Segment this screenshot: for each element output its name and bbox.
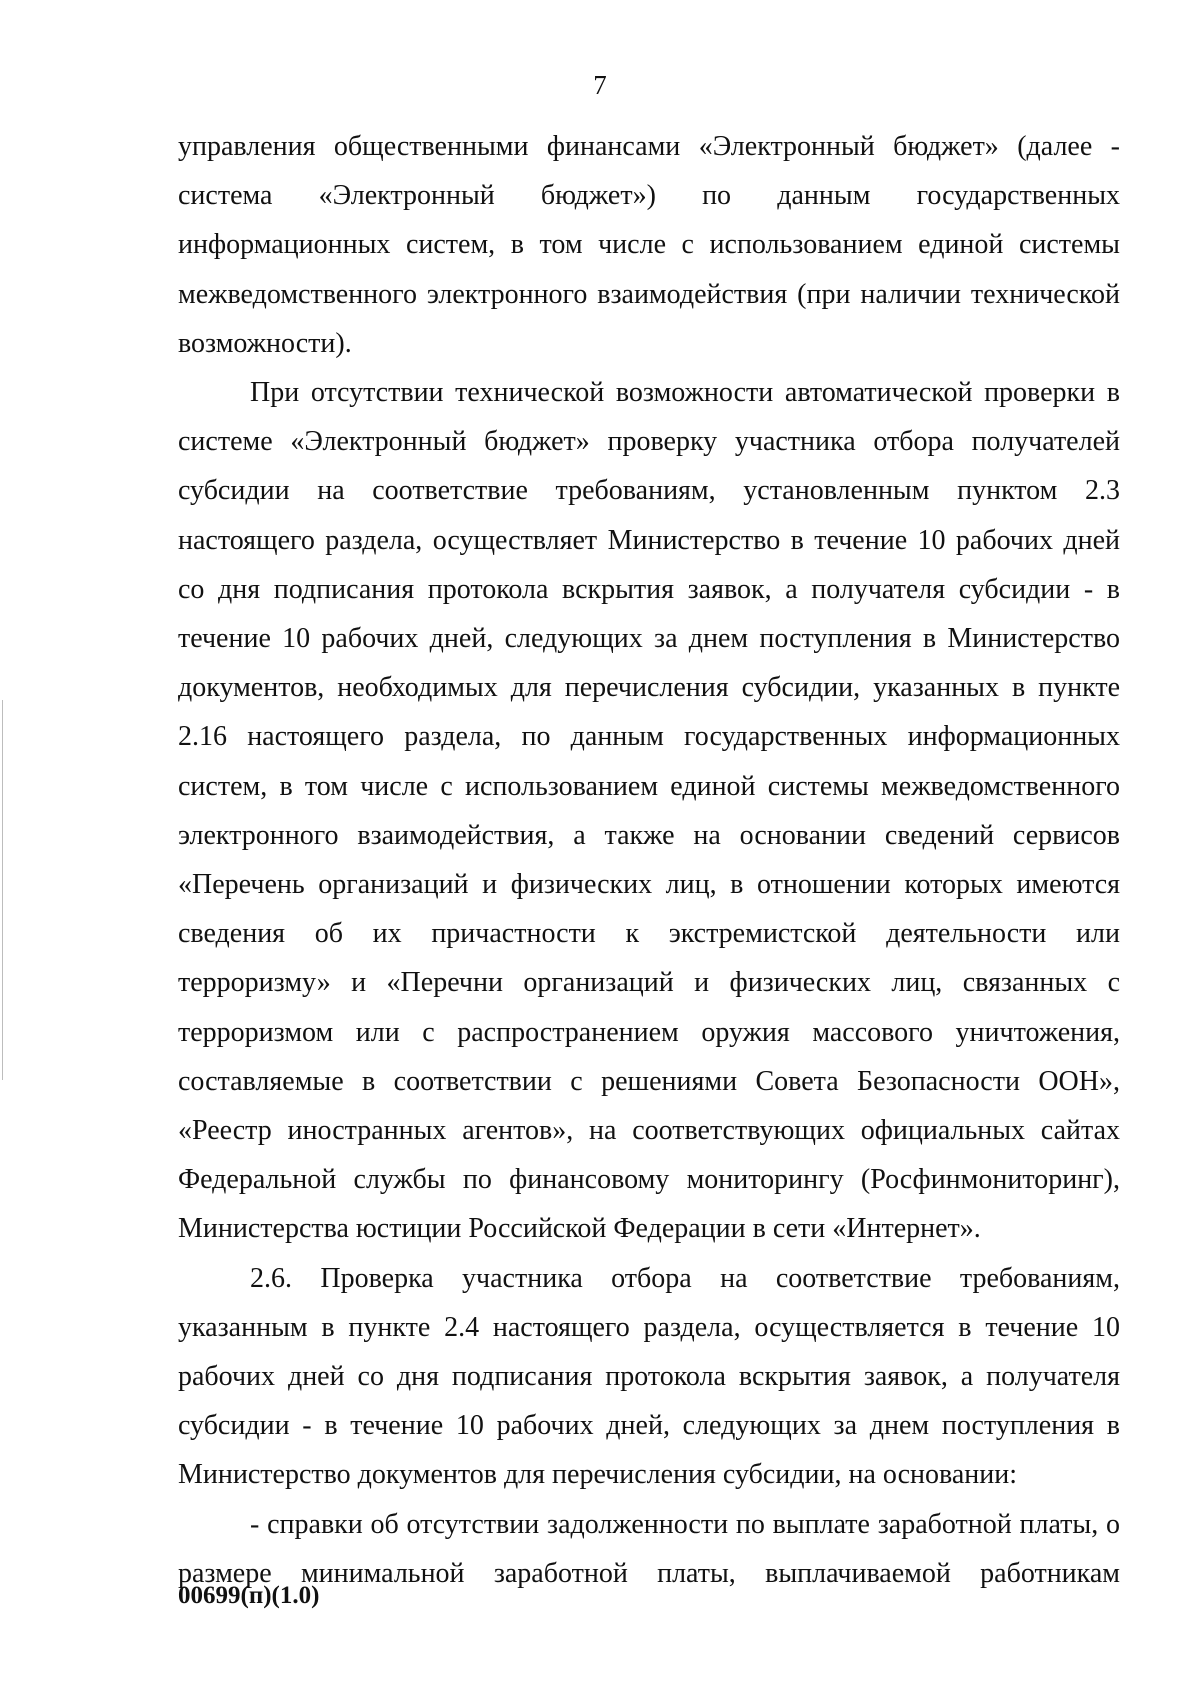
- page-number: 7: [593, 70, 607, 100]
- paragraph-salary-certificate: - справки об отсутствии задолженности по выплате заработной платы, о размере минимальной заработной платы, выплачиваемой работникам: [178, 1508, 1120, 1589]
- document-code: 00699(п)(1.0): [178, 1582, 320, 1609]
- paragraph-2-6: 2.6. Проверка участника отбора на соответствие требованиям, указанным в пункте 2.4 настоящего раздела, осуществляется в течение 10 рабочих дней со дня подписания протокола вскрытия заявок, а получателя субсидии - в течение 10 рабочих дней, следующих за днем поступления в Министерство документов для перечисления субсидии, на основании:: [178, 1262, 1120, 1491]
- paragraph-continuation: управления общественными финансами «Электронный бюджет» (далее - система «Электронный бюджет») по данным государственных информационных систем, в том числе с использованием единой системы межведомственного электронного взаимодействия (при наличии технической возможности).: [178, 131, 1120, 359]
- scan-edge-mark: [2, 700, 3, 1080]
- paragraph-automatic-check: При отсутствии технической возможности автоматической проверки в системе «Электронный бюджет» проверку участника отбора получателей субсидии на соответствие требованиям, установленным пунктом 2.3 настоящего раздела, осуществляет Министерство в течение 10 рабочих дней со дня подписания протокола вскрытия заявок, а получателя субсидии - в течение 10 рабочих дней, следующих за днем поступления в Министерство документов, необходимых для перечисления субсидии, указанных в пункте 2.16 настоящего раздела, по данным государственных информационных систем, в том числе с использованием единой системы межведомственного электронного взаимодействия, а также на основании сведений сервисов «Перечень организаций и физических лиц, в отношении которых имеются сведения об их причастности к экстремистской деятельности или терроризму» и «Перечни организаций и физических лиц, связанных с терроризмом или с распространением оружия массового уничтожения, составляемые в соответствии с решениями Совета Безопасности ООН», «Реестр иностранных агентов», на соответствующих официальных сайтах Федеральной службы по финансовому мониторингу (Росфинмониторинг), Министерства юстиции Российской Федерации в сети «Интернет».: [178, 377, 1120, 1245]
- document-body: [178, 122, 1120, 1598]
